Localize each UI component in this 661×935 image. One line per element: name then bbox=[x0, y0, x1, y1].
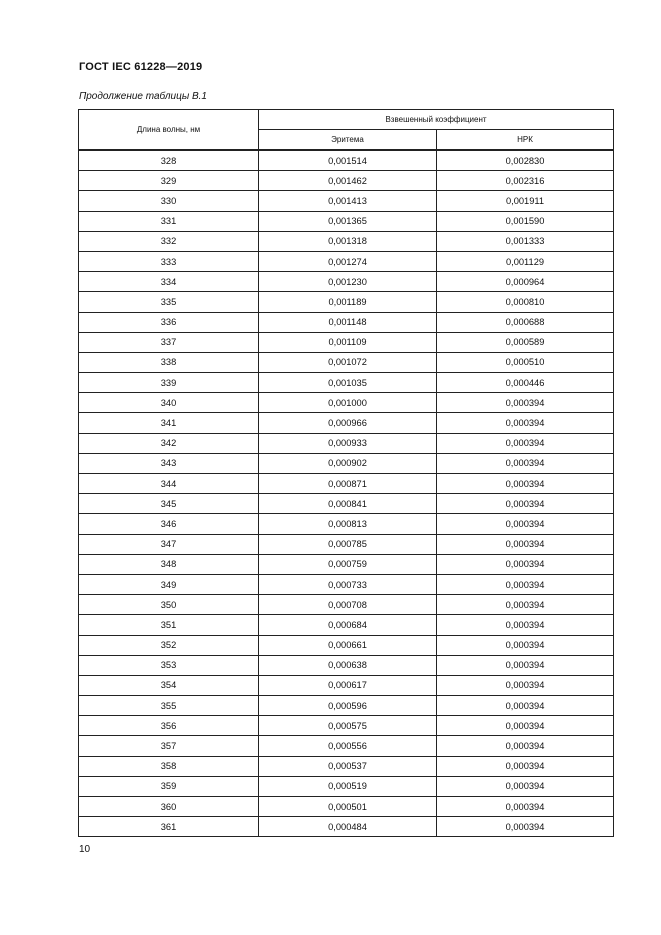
cell-wavelength: 350 bbox=[79, 595, 259, 615]
cell-npk: 0,000589 bbox=[437, 332, 614, 352]
cell-wavelength: 345 bbox=[79, 494, 259, 514]
cell-wavelength: 359 bbox=[79, 776, 259, 796]
table-row bbox=[79, 615, 614, 635]
table-row bbox=[79, 514, 614, 534]
cell-npk: 0,000394 bbox=[437, 595, 614, 615]
cell-erythema: 0,000871 bbox=[259, 474, 437, 494]
cell-erythema: 0,001148 bbox=[259, 312, 437, 332]
cell-npk: 0,000394 bbox=[437, 615, 614, 635]
cell-wavelength: 341 bbox=[79, 413, 259, 433]
table-row bbox=[79, 413, 614, 433]
table-row bbox=[79, 736, 614, 756]
table-row bbox=[79, 393, 614, 413]
cell-erythema: 0,001072 bbox=[259, 352, 437, 372]
cell-wavelength: 349 bbox=[79, 574, 259, 594]
header-erythema: Эритема bbox=[259, 130, 437, 151]
table-row bbox=[79, 595, 614, 615]
table-header bbox=[79, 110, 614, 151]
cell-wavelength: 336 bbox=[79, 312, 259, 332]
data-table bbox=[78, 109, 614, 837]
cell-npk: 0,000394 bbox=[437, 655, 614, 675]
cell-wavelength: 330 bbox=[79, 191, 259, 211]
cell-erythema: 0,001318 bbox=[259, 231, 437, 251]
table-row bbox=[79, 655, 614, 675]
cell-erythema: 0,000684 bbox=[259, 615, 437, 635]
table-row bbox=[79, 574, 614, 594]
cell-erythema: 0,001462 bbox=[259, 171, 437, 191]
table-row bbox=[79, 716, 614, 736]
table-row bbox=[79, 776, 614, 796]
cell-erythema: 0,000759 bbox=[259, 554, 437, 574]
table-row bbox=[79, 211, 614, 231]
cell-erythema: 0,001413 bbox=[259, 191, 437, 211]
table-row bbox=[79, 494, 614, 514]
table-row bbox=[79, 312, 614, 332]
table-row bbox=[79, 292, 614, 312]
cell-npk: 0,000688 bbox=[437, 312, 614, 332]
cell-wavelength: 343 bbox=[79, 453, 259, 473]
cell-npk: 0,000394 bbox=[437, 797, 614, 817]
table-row bbox=[79, 191, 614, 211]
cell-npk: 0,000394 bbox=[437, 675, 614, 695]
cell-npk: 0,000810 bbox=[437, 292, 614, 312]
cell-wavelength: 352 bbox=[79, 635, 259, 655]
cell-wavelength: 347 bbox=[79, 534, 259, 554]
cell-wavelength: 339 bbox=[79, 373, 259, 393]
table-row bbox=[79, 272, 614, 292]
table-row bbox=[79, 433, 614, 453]
cell-erythema: 0,001000 bbox=[259, 393, 437, 413]
cell-npk: 0,000394 bbox=[437, 817, 614, 837]
cell-npk: 0,000394 bbox=[437, 776, 614, 796]
table-row bbox=[79, 171, 614, 191]
cell-npk: 0,000394 bbox=[437, 756, 614, 776]
cell-erythema: 0,000966 bbox=[259, 413, 437, 433]
table-caption: Продолжение таблицы В.1 bbox=[79, 91, 207, 102]
cell-erythema: 0,001514 bbox=[259, 150, 437, 171]
cell-erythema: 0,000519 bbox=[259, 776, 437, 796]
table-row bbox=[79, 332, 614, 352]
cell-npk: 0,001333 bbox=[437, 231, 614, 251]
cell-npk: 0,002830 bbox=[437, 150, 614, 171]
cell-wavelength: 338 bbox=[79, 352, 259, 372]
cell-wavelength: 335 bbox=[79, 292, 259, 312]
cell-wavelength: 360 bbox=[79, 797, 259, 817]
cell-wavelength: 346 bbox=[79, 514, 259, 534]
cell-npk: 0,000446 bbox=[437, 373, 614, 393]
table-row bbox=[79, 231, 614, 251]
cell-npk: 0,000394 bbox=[437, 574, 614, 594]
cell-erythema: 0,000484 bbox=[259, 817, 437, 837]
header-weighted-coefficient: Взвешенный коэффициент bbox=[259, 110, 614, 130]
cell-erythema: 0,001189 bbox=[259, 292, 437, 312]
cell-wavelength: 342 bbox=[79, 433, 259, 453]
cell-erythema: 0,000638 bbox=[259, 655, 437, 675]
cell-wavelength: 334 bbox=[79, 272, 259, 292]
cell-npk: 0,000964 bbox=[437, 272, 614, 292]
cell-erythema: 0,000501 bbox=[259, 797, 437, 817]
cell-npk: 0,001590 bbox=[437, 211, 614, 231]
cell-npk: 0,000394 bbox=[437, 635, 614, 655]
table-row bbox=[79, 817, 614, 837]
cell-wavelength: 337 bbox=[79, 332, 259, 352]
table-row bbox=[79, 474, 614, 494]
cell-npk: 0,000394 bbox=[437, 696, 614, 716]
cell-erythema: 0,000596 bbox=[259, 696, 437, 716]
cell-erythema: 0,001109 bbox=[259, 332, 437, 352]
cell-wavelength: 358 bbox=[79, 756, 259, 776]
cell-npk: 0,001911 bbox=[437, 191, 614, 211]
table-row bbox=[79, 150, 614, 171]
table-row bbox=[79, 554, 614, 574]
cell-npk: 0,000394 bbox=[437, 716, 614, 736]
header-wavelength: Длина волны, нм bbox=[79, 110, 259, 151]
cell-erythema: 0,001230 bbox=[259, 272, 437, 292]
cell-npk: 0,000510 bbox=[437, 352, 614, 372]
table-body bbox=[79, 150, 614, 837]
cell-erythema: 0,000661 bbox=[259, 635, 437, 655]
cell-wavelength: 356 bbox=[79, 716, 259, 736]
cell-wavelength: 353 bbox=[79, 655, 259, 675]
cell-wavelength: 351 bbox=[79, 615, 259, 635]
cell-erythema: 0,000933 bbox=[259, 433, 437, 453]
cell-npk: 0,002316 bbox=[437, 171, 614, 191]
cell-erythema: 0,000537 bbox=[259, 756, 437, 776]
cell-wavelength: 329 bbox=[79, 171, 259, 191]
cell-erythema: 0,001035 bbox=[259, 373, 437, 393]
cell-npk: 0,000394 bbox=[437, 453, 614, 473]
cell-erythema: 0,000708 bbox=[259, 595, 437, 615]
cell-erythema: 0,000556 bbox=[259, 736, 437, 756]
header-npk: НРК bbox=[437, 130, 614, 151]
cell-erythema: 0,000575 bbox=[259, 716, 437, 736]
cell-erythema: 0,000902 bbox=[259, 453, 437, 473]
table-row bbox=[79, 797, 614, 817]
table-row bbox=[79, 453, 614, 473]
table-row bbox=[79, 635, 614, 655]
cell-wavelength: 355 bbox=[79, 696, 259, 716]
cell-npk: 0,000394 bbox=[437, 474, 614, 494]
table-row bbox=[79, 373, 614, 393]
table-row bbox=[79, 534, 614, 554]
cell-wavelength: 344 bbox=[79, 474, 259, 494]
cell-npk: 0,000394 bbox=[437, 413, 614, 433]
document-title: ГОСТ IEC 61228—2019 bbox=[79, 61, 203, 73]
cell-npk: 0,000394 bbox=[437, 514, 614, 534]
cell-npk: 0,000394 bbox=[437, 554, 614, 574]
cell-npk: 0,000394 bbox=[437, 534, 614, 554]
table-row bbox=[79, 352, 614, 372]
cell-npk: 0,001129 bbox=[437, 251, 614, 271]
cell-erythema: 0,000785 bbox=[259, 534, 437, 554]
cell-wavelength: 333 bbox=[79, 251, 259, 271]
page-number: 10 bbox=[79, 844, 91, 855]
cell-npk: 0,000394 bbox=[437, 736, 614, 756]
cell-wavelength: 332 bbox=[79, 231, 259, 251]
cell-wavelength: 328 bbox=[79, 150, 259, 171]
cell-npk: 0,000394 bbox=[437, 494, 614, 514]
table-row bbox=[79, 756, 614, 776]
cell-erythema: 0,001274 bbox=[259, 251, 437, 271]
cell-erythema: 0,000733 bbox=[259, 574, 437, 594]
cell-wavelength: 361 bbox=[79, 817, 259, 837]
cell-erythema: 0,001365 bbox=[259, 211, 437, 231]
cell-wavelength: 354 bbox=[79, 675, 259, 695]
cell-npk: 0,000394 bbox=[437, 393, 614, 413]
cell-wavelength: 340 bbox=[79, 393, 259, 413]
table-row bbox=[79, 675, 614, 695]
cell-erythema: 0,000617 bbox=[259, 675, 437, 695]
cell-npk: 0,000394 bbox=[437, 433, 614, 453]
table-row bbox=[79, 696, 614, 716]
cell-erythema: 0,000841 bbox=[259, 494, 437, 514]
table-row bbox=[79, 251, 614, 271]
cell-wavelength: 348 bbox=[79, 554, 259, 574]
cell-wavelength: 357 bbox=[79, 736, 259, 756]
cell-erythema: 0,000813 bbox=[259, 514, 437, 534]
cell-wavelength: 331 bbox=[79, 211, 259, 231]
